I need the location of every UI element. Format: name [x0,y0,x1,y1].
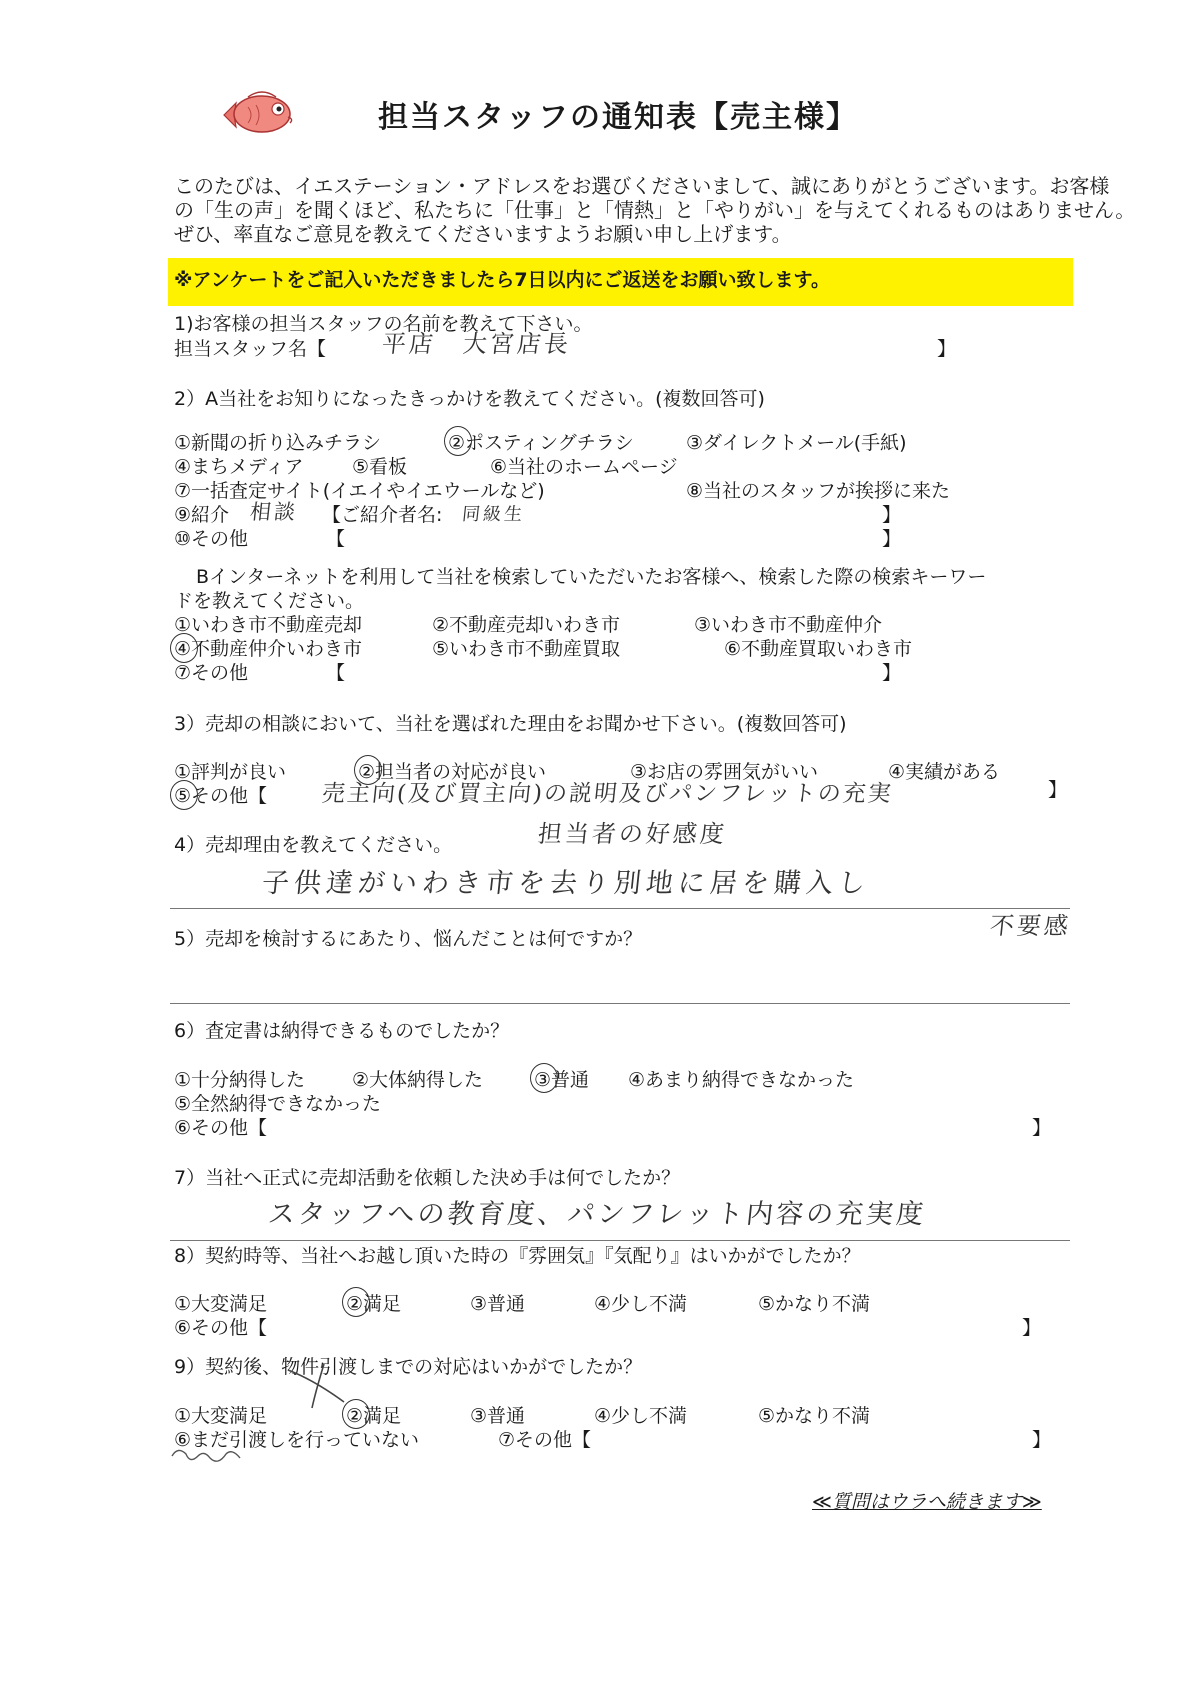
q9-option-1: ①大変満足 [174,1405,268,1427]
q6-close-bracket: 】 [1032,1117,1052,1139]
q8-option-2-circle [342,1287,370,1317]
continue-on-back-note: ≪質問はウラへ続きます≫ [812,1491,1042,1513]
q6-option-2: ②大体納得した [352,1069,484,1091]
q3-handwritten-likability: 担当者の好感度 [536,820,729,848]
q6-option-3-circle [530,1063,558,1093]
q2-b-option-2: ②不動産売却いわき市 [432,614,621,636]
q8-option-6: ⑥その他【 [174,1317,268,1339]
q9-option-7: ⑦その他【 [498,1429,592,1451]
intro-line-2: の「生の声」を聞くほど、私たちに「仕事」と「情熱」と「やりがい」を与えてくれるものはありません。 [174,198,1136,222]
q2-option-2-circle [444,426,472,456]
q9-close-bracket: 】 [1032,1429,1052,1451]
q9-option-4: ④少し不満 [594,1405,688,1427]
q8-option-5: ⑤かなり不満 [758,1293,871,1315]
q2-option-4: ④まちメディア [174,456,304,478]
q8-option-1: ①大変満足 [174,1293,268,1315]
q2-b-option-1: ①いわき市不動産売却 [174,614,363,636]
q4-answer-line [170,908,1070,909]
document-title: 担当スタッフの通知表【売主様】 [378,100,858,135]
q9-option-2: ②満足 [346,1405,402,1427]
q2-option-6: ⑥当社のホームページ [490,456,678,478]
q3-question: 3）売却の相談において、当社を選ばれた理由をお聞かせ下さい。(複数回答可) [174,713,847,735]
q2-b-question-2: ドを教えてください。 [174,590,365,612]
q3-close-bracket: 】 [1048,779,1068,801]
q2-b-option-5: ⑤いわき市不動産買取 [432,638,621,660]
q4-handwritten-answer: 子供達がいわき市を去り別地に居を購入し [260,868,872,899]
q2-b-other-open: 【 [326,662,346,684]
q8-option-4: ④少し不満 [594,1293,688,1315]
intro-line-1: このたびは、イエステーション・アドレスをお選びくださいまして、誠にありがとうございます。お客様 [174,174,1110,198]
q2-b-option-7: ⑦その他 [174,662,249,684]
intro-line-3: ぜひ、率直なご意見を教えてくださいますようお願い申し上げます。 [174,222,792,246]
q2-other-close: 】 [882,528,902,550]
fish-mascot-icon [218,85,300,141]
q3-option-5-circle [170,780,198,810]
q3-option-2: ②担当者の対応が良い [358,761,547,783]
q8-question: 8）契約時等、当社へお越し頂いた時の『雰囲気』『気配り』はいかがでしたか？ [174,1245,861,1267]
q5-question: 5）売却を検討するにあたり、悩んだことは何ですか？ [174,928,643,950]
q6-option-5: ⑤全然納得できなかった [174,1093,382,1115]
q1-question: 1)お客様の担当スタッフの名前を教えて下さい。 [174,313,593,335]
q4-handwritten-answer-2: 不要感 [988,912,1073,940]
q2-option-3: ③ダイレクトメール(手紙) [686,432,907,454]
q7-question: 7）当社へ正式に売却活動を依頼した決め手は何でしたか？ [174,1167,681,1189]
q2-referrer-label: 【ご紹介者名: [322,504,443,526]
q2-b-question-1: Bインターネットを利用して当社を検索していただいたお客様へ、検索した際の検索キーワー [196,566,987,588]
q5-answer-line [170,1003,1070,1004]
q2-b-option-4: ④不動産仲介いわき市 [174,638,363,660]
q2-option-1: ①新聞の折り込みチラシ [174,432,382,454]
notice-text: ※アンケートをご記入いただきましたら7日以内にご返送をお願い致します。 [174,269,831,291]
q2-question: 2）A当社をお知りになったきっかけを教えてください。(複数回答可) [174,388,765,410]
q1-close-bracket: 】 [937,338,957,360]
q2-other-open: 【 [326,528,346,550]
q3-option-1: ①評判が良い [174,761,287,783]
q9-option-6: ⑥まだ引渡しを行っていない [174,1429,420,1451]
q6-question: 6）査定書は納得できるものでしたか？ [174,1020,510,1042]
q9-question: 9）契約後、物件引渡しまでの対応はいかがでしたか？ [174,1356,643,1378]
q8-option-2: ②満足 [346,1293,402,1315]
q6-option-4: ④あまり納得できなかった [628,1069,855,1091]
q1-staff-label: 担当スタッフ名【 [174,338,327,360]
q7-answer-line [170,1240,1070,1241]
q2-referrer-close: 】 [882,504,902,526]
q7-handwritten-answer: スタッフへの教育度、パンフレット内容の充実度 [266,1199,928,1230]
q3-option-5: ⑤その他【 [174,785,268,807]
q9-handwritten-scribble [168,1442,248,1470]
notice-banner [168,258,1073,306]
q3-option-3: ③お店の雰囲気がいい [630,761,819,783]
q6-option-3: ③普通 [534,1069,590,1091]
q1-answer: 平店 大宮店長 [380,330,573,358]
q3-handwritten-reason: 売主向(及び買主向)の説明及びパンフレットの充実 [320,781,895,807]
q2-option-7: ⑦一括査定サイト(イエイやイエウールなど) [174,480,545,502]
q2-option-10: ⑩その他 [174,528,249,550]
q4-question: 4）売却理由を教えてください。 [174,834,453,856]
q2-option-9: ⑨紹介 [174,504,230,526]
q6-option-6: ⑥その他【 [174,1117,268,1139]
q9-option-2-circle [342,1399,370,1429]
q2-referrer-name: 同級生 [460,504,527,525]
q2-b-option-3: ③いわき市不動産仲介 [694,614,883,636]
q2-handwritten-sodan: 相談 [248,500,300,524]
q2-option-2: ②ポスティングチラシ [448,432,634,454]
q8-option-3: ③普通 [470,1293,526,1315]
q9-option-5: ⑤かなり不満 [758,1405,871,1427]
q2-b-option-4-circle [170,633,198,663]
q2-option-5: ⑤看板 [352,456,408,478]
q6-option-1: ①十分納得した [174,1069,306,1091]
q2-option-8: ⑧当社のスタッフが挨拶に来た [686,480,951,502]
q9-option-3: ③普通 [470,1405,526,1427]
q8-close-bracket: 】 [1022,1317,1042,1339]
q2-b-other-close: 】 [882,662,902,684]
q2-b-option-6: ⑥不動産買取いわき市 [724,638,913,660]
q3-option-4: ④実績がある [888,761,1001,783]
